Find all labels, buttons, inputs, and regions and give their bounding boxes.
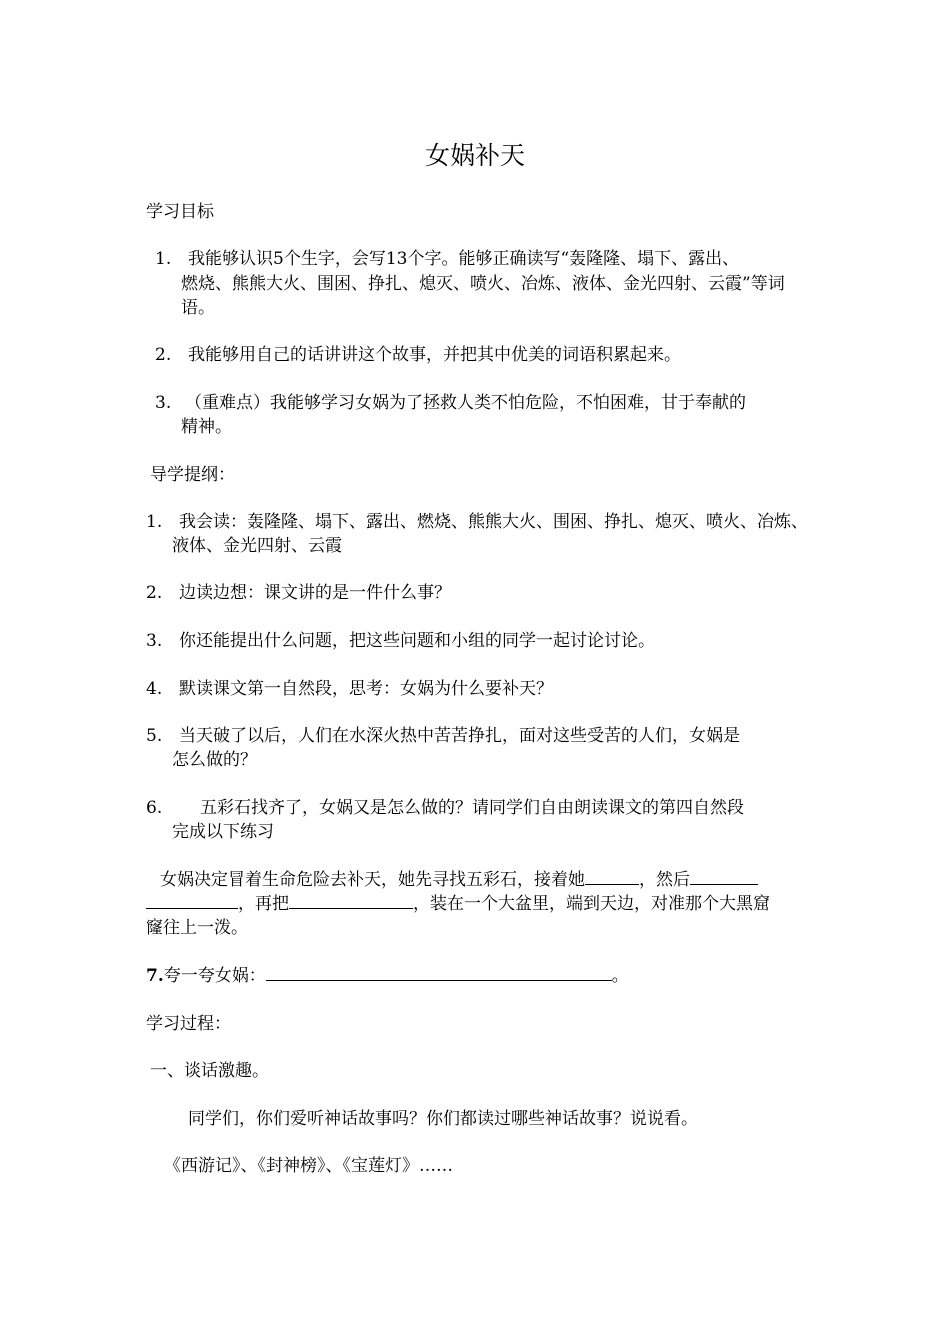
- goal-1-line-1: 我能够认识5个生字，会写13个字。能够正确读写“轰隆隆、塌下、露出、: [188, 249, 740, 269]
- fill-text-1: 女娲决定冒着生命危险去补天，她先寻找五彩石，接着她: [160, 870, 585, 890]
- praise-line: [146, 964, 629, 988]
- fill-text-2: ，然后: [639, 870, 690, 890]
- praise-end: 。: [611, 966, 629, 986]
- outline-1-line-1: 我会读：轰隆隆、塌下、露出、燃烧、熊熊大火、围困、挣扎、熄灭、喷火、冶炼、: [179, 512, 808, 532]
- process-paragraph-1: 同学们，你们爱听神话故事吗？你们都读过哪些神话故事？说说看。: [188, 1109, 698, 1129]
- process-heading: 学习过程：: [146, 1014, 231, 1034]
- process-section-1: 一、谈话激趣。: [150, 1061, 269, 1081]
- outline-6-line-2: 完成以下练习: [172, 822, 274, 842]
- fill-paragraph-line-3: 窿往上一泼。: [146, 918, 248, 938]
- goal-1-line-3: 语。: [181, 298, 215, 318]
- goal-3-line-1: （重难点）我能够学习女娲为了拯救人类不怕危险，不怕困难，甘于奉献的: [185, 393, 746, 413]
- outline-5-line-2: 怎么做的？: [172, 750, 257, 770]
- outline-5-line-1: 当天破了以后，人们在水深火热中苦苦挣扎，面对这些受苦的人们，女娲是: [179, 726, 740, 746]
- fill-blank-1[interactable]: [585, 868, 639, 885]
- outline-2-number: 2.: [146, 583, 163, 603]
- praise-blank[interactable]: [266, 964, 612, 981]
- outline-6-line-1: 五彩石找齐了，女娲又是怎么做的？请同学们自由朗读课文的第四自然段: [200, 798, 744, 818]
- fill-paragraph-line-1: [160, 868, 758, 892]
- outline-1-number: 1.: [146, 512, 163, 532]
- outline-4-line-1: 默读课文第一自然段，思考：女娲为什么要补天？: [179, 679, 553, 699]
- process-paragraph-2: 《西游记》、《封神榜》、《宝莲灯》……: [164, 1156, 453, 1176]
- goal-1-line-2: 燃烧、熊熊大火、围困、挣扎、熄灭、喷火、冶炼、液体、金光四射、云霞”等词: [181, 274, 785, 294]
- goal-2-number: 2.: [155, 345, 172, 365]
- goals-heading: 学习目标: [146, 202, 214, 222]
- fill-blank-2b[interactable]: [146, 892, 238, 909]
- outline-3-line-1: 你还能提出什么问题，把这些问题和小组的同学一起讨论讨论。: [179, 631, 655, 651]
- goal-3-line-2: 精神。: [181, 417, 232, 437]
- outline-heading: 导学提纲：: [150, 465, 235, 485]
- outline-4-number: 4.: [146, 679, 163, 699]
- fill-text-3: ，再把: [238, 894, 289, 914]
- praise-label: 夸一夸女娲：: [163, 966, 266, 986]
- fill-blank-3[interactable]: [289, 892, 413, 909]
- goal-3-number: 3.: [155, 393, 172, 413]
- outline-5-number: 5.: [146, 726, 163, 746]
- fill-blank-2a[interactable]: [690, 868, 758, 885]
- fill-text-4: ，装在一个大盆里，端到天边，对准那个大黑窟: [413, 894, 770, 914]
- outline-3-number: 3.: [146, 631, 163, 651]
- goal-1-number: 1.: [155, 249, 172, 269]
- outline-6-number: 6.: [146, 798, 163, 818]
- outline-1-line-2: 液体、金光四射、云霞: [172, 536, 342, 556]
- page-title: 女娲补天: [424, 141, 525, 170]
- praise-number: 7.: [146, 966, 164, 986]
- outline-2-line-1: 边读边想：课文讲的是一件什么事？: [179, 583, 451, 603]
- goal-2-line-1: 我能够用自己的话讲讲这个故事，并把其中优美的词语积累起来。: [188, 345, 681, 365]
- fill-paragraph-line-2: [146, 892, 770, 916]
